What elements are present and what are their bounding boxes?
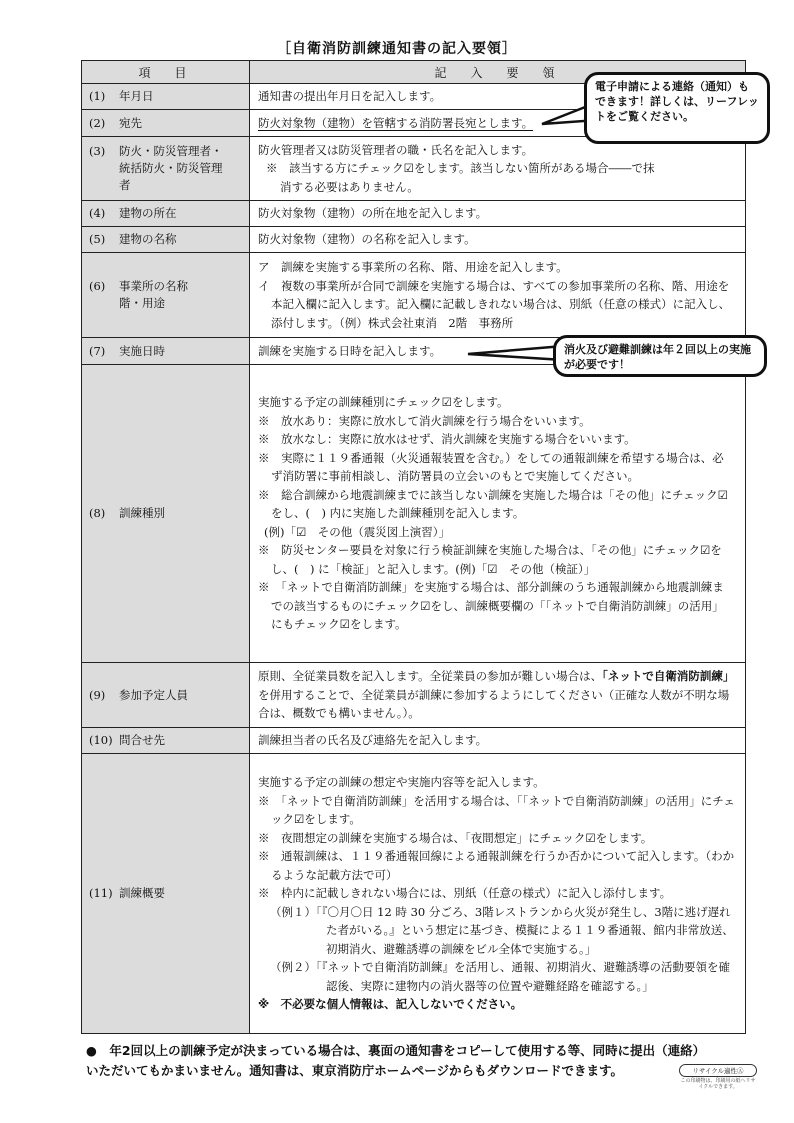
table-row	[82, 201, 746, 227]
table-row	[82, 754, 746, 1034]
table-row	[82, 365, 746, 663]
row-text: 訓練を実施する日時を記入します。	[258, 343, 442, 358]
row-text: 実施する予定の訓練種別にチェック☑をします。	[258, 395, 509, 410]
row-label: 実施日時	[119, 343, 165, 358]
row-number: (4)	[89, 206, 106, 220]
table-row	[82, 137, 746, 201]
row-label: 訓練概要	[119, 886, 165, 900]
row-note: ※ 総合訓練から地震訓練までに該当しない訓練を実施した場合は「その他」にチェック☑をし、( ) 内に実施した訓練種別を記入します。	[258, 487, 728, 521]
row-number: (5)	[89, 232, 106, 246]
footnote: ● 年2回以上の訓練予定が決まっている場合は、裏面の通知書をコピーして使用する等、同時に提出（連絡）いただいてもかまいません。通知書は、東京消防庁ホームページからもダウンロードできます。	[86, 1043, 706, 1078]
row-number: (8)	[89, 506, 106, 520]
row-note: ※ 「ネットで自衛消防訓練」を実施する場合は、部分訓練のうち通報訓練から地震訓練までの該当するものにチェック☑をし、訓練概要欄の「「ネットで自衛消防訓練」の活用」にもチェック☑をします。	[258, 580, 724, 632]
row-label: 建物の名称	[119, 232, 177, 246]
row-number: (7)	[89, 343, 106, 358]
row-label-line3: 者	[119, 178, 131, 192]
row-label: 年月日	[119, 89, 154, 103]
row-text: 防火対象物（建物）の名称を記入します。	[258, 232, 476, 247]
row-number: (3)	[89, 144, 106, 158]
row-text: 原則、全従業員数を記入します。全従業員の参加が難しい場合は、	[258, 669, 603, 684]
row-label-line2: 統括防火・防災管理	[119, 161, 223, 175]
callout-pointer-2	[466, 344, 566, 364]
row-label-line2: 階・用途	[119, 296, 165, 310]
row-note: ※ 夜間想定の訓練を実施する場合は、「夜間想定」にチェック☑をします。	[258, 830, 653, 845]
row-number: (11)	[89, 886, 113, 900]
header-item: 項 目	[82, 61, 250, 84]
row-text: ア 訓練を実施する事業所の名称、階、用途を記入します。	[258, 260, 568, 274]
row-number: (6)	[89, 279, 106, 293]
row-text: 訓練担当者の氏名及び連絡先を記入します。	[258, 733, 488, 748]
row-label: 宛先	[119, 115, 142, 130]
row-label: 建物の所在	[119, 206, 177, 220]
row-note: ※ 放水なし：実際に放水はせず、消火訓練を実施する場合をいいます。	[258, 432, 636, 447]
table-row	[82, 663, 746, 728]
callout-electronic-application: 電子申請による連絡（通知）もできます！詳しくは、リーフレットをご覧ください。	[584, 72, 770, 144]
row-number: (1)	[89, 89, 106, 103]
row-text-emphasis: 「ネットで自衛消防訓練」	[602, 669, 735, 684]
row-note: ※ 放水あり：実際に放水して消火訓練を行う場合をいいます。	[258, 413, 591, 428]
row-note: ※ 実際に１１９番通報（火災通報装置を含む。）をしての通報訓練を希望する場合は、必ず消防署に事前相談し、消防署員の立会いのもとで実施してください。	[258, 450, 724, 484]
row-text: 実施する予定の訓練の想定や実施内容等を記入します。	[258, 775, 545, 790]
row-number: (2)	[89, 115, 106, 130]
recycle-mark	[679, 1064, 757, 1090]
table-row	[82, 253, 746, 338]
row-label: 訓練種別	[119, 506, 165, 520]
row-warning: ※ 不必要な個人情報は、記入しないでください。	[258, 997, 523, 1012]
recycle-note: この印刷物は、印刷用の紙へリサイクルできます。	[680, 1078, 756, 1090]
row-note: ※ 通報訓練は、１１９番通報回線による通報訓練を行うか否かについて記入します。（わかるような記載方法で可）	[258, 849, 735, 882]
row-example: （例１）「『〇月〇日 12 時 30 分ごろ、3階レストランから火災が発生し、3階に逃げ遅れた者がいる。』という想定に基づき、模擬による１１９番通報、館内非常放送、初期消火、避難誘導の訓練をビル全体で実施する。」	[270, 904, 734, 956]
table-row	[82, 728, 746, 754]
row-label: 防火・防災管理者・	[119, 144, 223, 158]
row-text: 防火対象物（建物）の所在地を記入します。	[258, 206, 488, 221]
table-row	[82, 227, 746, 253]
row-example: （例２）「『ネットで自衛消防訓練』を活用し、通報、初期消火、避難誘導の活動要領を確認後、実際に建物内の消火器等の位置や避難経路を確認する。」	[270, 960, 730, 993]
row-note: ※ 防災センター要員を対象に行う検証訓練を実施した場合は、「その他」にチェック☑をし、( ) に「検証」と記入します。(例)「☑ その他（検証）」	[258, 543, 722, 576]
row-text: 防火対象物（建物）を管轄する消防署長宛とします。	[258, 115, 534, 130]
row-note-cont: 消する必要はありません。	[280, 179, 419, 194]
row-note: ※ 枠内に記載しきれない場合には、別紙（任意の様式）に記入し添付します。	[258, 886, 672, 901]
row-note: ※ 該当する方にチェック☑をします。該当しない箇所がある場合――で抹	[266, 161, 655, 176]
recycle-label: リサイクル適性Ⓐ	[679, 1064, 757, 1077]
row-label: 問合せ先	[119, 733, 165, 747]
row-text: イ 複数の事業所が合同で訓練を実施する場合は、すべての参加事業所の名称、階、用途を本記入欄に記入します。記入欄に記載しきれない場合は、別紙（任意の様式）に記入し、添付します。（例）株式会社東消 2階 事務所	[258, 278, 731, 330]
row-text: 通知書の提出年月日を記入します。	[258, 89, 442, 104]
row-number: (9)	[89, 687, 106, 702]
row-note: ※ 「ネットで自衛消防訓練」を活用する場合は、「「ネットで自衛消防訓練」の活用」にチェック☑をします。	[258, 793, 735, 827]
row-text: を併用することで、全従業員が訓練に参加するようにしてください（正確な人数が不明な場合は、概数でも構いません。）。	[258, 687, 730, 721]
page-title: ［自衛消防訓練通知書の記入要領］	[277, 41, 517, 57]
instruction-table	[81, 60, 746, 1034]
header-description: 記 入 要 領	[250, 61, 746, 84]
row-number: (10)	[89, 733, 113, 747]
row-example: (例)「☑ その他（震災図上演習）」	[264, 524, 451, 539]
callout-training-frequency: 消火及び避難訓練は年２回以上の実施が必要です！	[553, 335, 767, 377]
row-label: 参加予定人員	[119, 687, 188, 702]
row-label: 事業所の名称	[119, 279, 188, 293]
row-text: 防火管理者又は防災管理者の職・氏名を記入します。	[258, 142, 534, 157]
